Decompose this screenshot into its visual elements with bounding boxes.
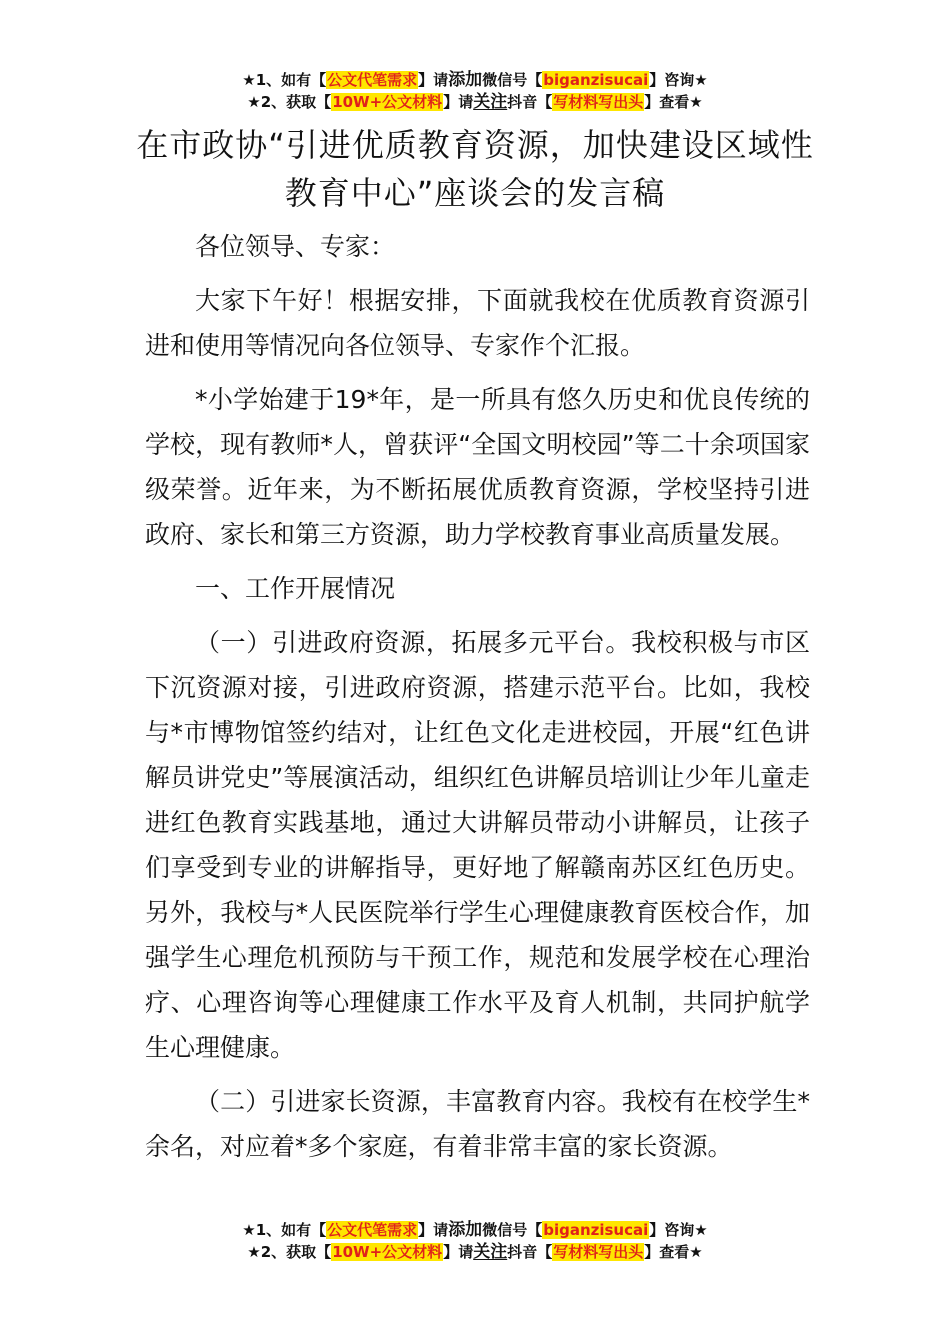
promo-text: 】请 <box>418 71 449 89</box>
page-title: 在市政协“引进优质教育资源，加快建设区域性教育中心”座谈会的发言稿 <box>136 126 814 212</box>
promo-line-1 <box>0 69 950 91</box>
promo-text: 微信号【 <box>482 71 543 89</box>
highlight-service: 公文代笔需求 <box>327 1221 418 1239</box>
highlight-materials: 10W+公文材料 <box>332 93 443 111</box>
promo-text: 抖音【 <box>507 93 553 111</box>
promo-line-2 <box>0 91 950 113</box>
promo-text: 】查看★ <box>644 1243 703 1261</box>
promo-emphasis: 添加 <box>448 70 483 90</box>
promo-text: ★1、如有【 <box>242 1221 327 1239</box>
promo-text: 微信号【 <box>482 1221 543 1239</box>
promo-emphasis: 关注 <box>473 92 508 112</box>
highlight-service: 公文代笔需求 <box>327 71 418 89</box>
promo-text: 】请 <box>443 1243 474 1261</box>
highlight-materials: 10W+公文材料 <box>332 1243 443 1261</box>
promo-text: 】请 <box>443 93 474 111</box>
section-heading: 一、工作开展情况 <box>195 574 396 603</box>
paragraph: 大家下午好！根据安排，下面就我校在优质教育资源引进和使用等情况向各位领导、专家作个汇报。 <box>145 286 810 360</box>
promo-text: 抖音【 <box>507 1243 553 1261</box>
salutation: 各位领导、专家： <box>195 232 396 261</box>
paragraph: *小学始建于19*年，是一所具有悠久历史和优良传统的学校，现有教师*人，曾获评“全国文明校园”等二十余项国家级荣誉。近年来，为不断拓展优质教育资源，学校坚持引进政府、家长和第三方资源，助力学校教育事业高质量发展。 <box>145 385 810 549</box>
highlight-douyin-id: 写材料写出头 <box>553 93 644 111</box>
promo-header <box>0 69 950 113</box>
promo-emphasis: 关注 <box>473 1242 508 1262</box>
paragraph: （二）引进家长资源，丰富教育内容。我校有在校学生*余名，对应着*多个家庭，有着非常丰富的家长资源。 <box>145 1087 810 1161</box>
promo-text: ★1、如有【 <box>242 71 327 89</box>
promo-text: 】查看★ <box>644 93 703 111</box>
document-body <box>145 224 810 1169</box>
promo-text: 】请 <box>418 1221 449 1239</box>
promo-text: 】咨询★ <box>649 71 708 89</box>
highlight-wechat-id: biganzisucai <box>543 1221 649 1239</box>
promo-line-1 <box>0 1219 950 1241</box>
promo-text: ★2、获取【 <box>247 1243 332 1261</box>
highlight-douyin-id: 写材料写出头 <box>553 1243 644 1261</box>
promo-text: ★2、获取【 <box>247 93 332 111</box>
promo-footer <box>0 1219 950 1263</box>
highlight-wechat-id: biganzisucai <box>543 71 649 89</box>
promo-text: 】咨询★ <box>649 1221 708 1239</box>
promo-emphasis: 添加 <box>448 1220 483 1240</box>
promo-line-2 <box>0 1241 950 1263</box>
paragraph: （一）引进政府资源，拓展多元平台。我校积极与市区下沉资源对接，引进政府资源，搭建示范平台。比如，我校与*市博物馆签约结对，让红色文化走进校园，开展“红色讲解员讲党史”等展演活动，组织红色讲解员培训让少年儿童走进红色教育实践基地，通过大讲解员带动小讲解员，让孩子们享受到专业的讲解指导，更好地了解赣南苏区红色历史。另外，我校与*人民医院举行学生心理健康教育医校合作，加强学生心理危机预防与干预工作，规范和发展学校在心理治疗、心理咨询等心理健康工作水平及育人机制，共同护航学生心理健康。 <box>145 628 810 1062</box>
